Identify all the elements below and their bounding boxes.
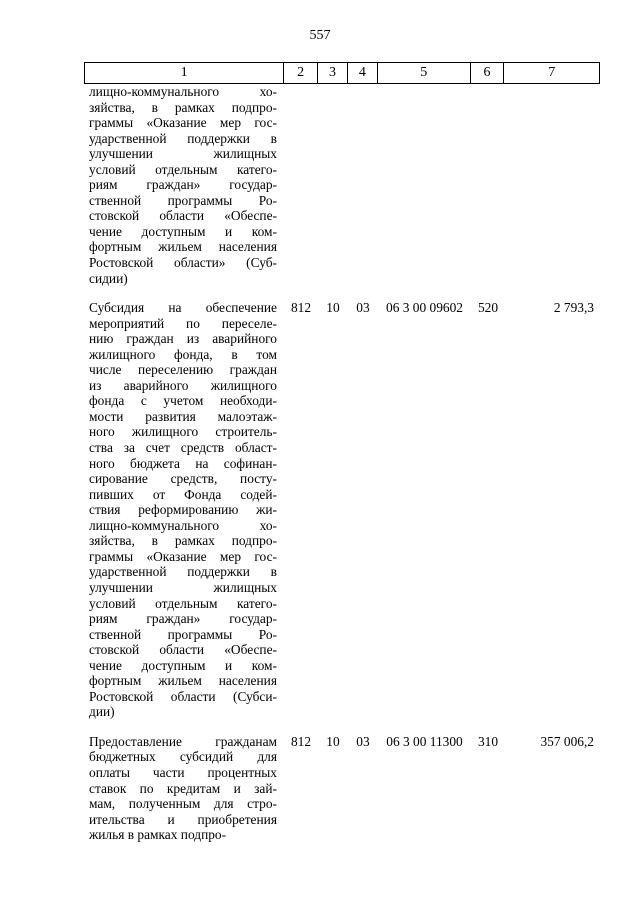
description-line: чение доступным и ком- [89, 223, 277, 239]
description-line: ительства и приобретения [89, 811, 277, 827]
description-line: пивших от Фонда содей- [89, 486, 277, 502]
expense-type-cell: 520 [477, 300, 499, 316]
description-line: жилищного фонда, в том [89, 346, 277, 362]
section-code-cell [318, 84, 348, 286]
description-line: ства за счет средств област- [89, 440, 277, 456]
description-line: риям граждан» государ- [89, 611, 277, 627]
table-row [84, 84, 600, 286]
table-body [84, 84, 600, 857]
description-line: мам, полученным для стро- [89, 796, 277, 812]
description-cell [84, 734, 284, 843]
description-line: Субсидия на обеспечение [89, 300, 277, 316]
description-line: мости развития малоэтаж- [89, 408, 277, 424]
description-line: чение доступным и ком- [89, 657, 277, 673]
ministry-code-cell: 812 [290, 300, 312, 316]
description-line: жилья в рамках подпро- [89, 827, 227, 843]
header-cell-3: 3 [318, 63, 348, 83]
subsection-code-cell: 03 [356, 733, 370, 749]
description-line: улучшении жилищных [89, 146, 277, 162]
description-line: риям граждан» государ- [89, 177, 277, 193]
description-line: лищно-коммунального хо- [89, 517, 277, 533]
description-line: фонда с учетом необходи- [89, 393, 277, 409]
description-line: ствия реформированию жи- [89, 502, 277, 518]
description-line: сидии) [89, 270, 128, 286]
header-cell-5: 5 [378, 63, 471, 83]
description-line: Ростовской области» (Суб- [89, 255, 277, 271]
description-line: числе переселению граждан [89, 362, 277, 378]
description-cell [84, 300, 284, 720]
target-article-cell [378, 84, 471, 286]
description-cell [84, 84, 284, 286]
page-number: 557 [309, 28, 331, 43]
target-article-cell: 06 3 00 11300 [386, 733, 463, 749]
description-line: бюджетных субсидий для [89, 749, 277, 765]
ministry-code-cell [284, 84, 318, 286]
header-cell-6: 6 [471, 63, 505, 83]
description-line: фортным жильем населения [89, 239, 277, 255]
amount-cell: 2 793,3 [553, 300, 594, 316]
expense-type-cell [471, 84, 505, 286]
section-code-cell: 10 [326, 733, 340, 749]
amount-cell [505, 84, 600, 286]
description-line: улучшении жилищных [89, 579, 277, 595]
description-line: ставок по кредитам и зай- [89, 780, 277, 796]
description-line: ударственной поддержки в [89, 130, 277, 146]
target-article-cell: 06 3 00 09602 [386, 300, 463, 316]
description-line: стовской области «Обеспе- [89, 208, 277, 224]
description-line: мероприятий по переселе- [89, 315, 277, 331]
description-line: ственной программы Ро- [89, 626, 277, 642]
description-line: оплаты части процентных [89, 764, 277, 780]
header-cell-2: 2 [284, 63, 318, 83]
ministry-code-cell: 812 [290, 733, 312, 749]
header-cell-4: 4 [348, 63, 378, 83]
description-line: нию граждан из аварийного [89, 331, 277, 347]
table-row [84, 300, 600, 720]
description-line: ственной программы Ро- [89, 192, 277, 208]
header-cell-7: 7 [548, 65, 556, 80]
section-code-cell: 10 [326, 300, 340, 316]
description-line: Предоставление гражданам [89, 733, 277, 749]
description-line: из аварийного жилищного [89, 377, 277, 393]
description-line: фортным жильем населения [89, 673, 277, 689]
amount-cell: 357 006,2 [540, 733, 594, 749]
description-line: граммы «Оказание мер гос- [89, 548, 277, 564]
description-line: зяйства, в рамках подпро- [89, 533, 277, 549]
table-header [84, 62, 600, 84]
description-line: Ростовской области (Субси- [89, 688, 277, 704]
description-line: граммы «Оказание мер гос- [89, 115, 277, 131]
description-line: ного бюджета на софинан- [89, 455, 277, 471]
description-line: лищно-коммунального хо- [89, 84, 277, 99]
description-line: ударственной поддержки в [89, 564, 277, 580]
subsection-code-cell [348, 84, 378, 286]
description-line: зяйства, в рамках подпро- [89, 99, 277, 115]
description-line: сирование средств, посту- [89, 471, 277, 487]
description-line: дии) [89, 704, 115, 720]
description-line: стовской области «Обеспе- [89, 642, 277, 658]
table-row [84, 734, 600, 843]
description-line: условий отдельным катего- [89, 595, 277, 611]
description-line: ного жилищного строитель- [89, 424, 277, 440]
header-cell-1: 1 [85, 63, 284, 83]
description-line: условий отдельным катего- [89, 161, 277, 177]
expense-type-cell: 310 [477, 733, 499, 749]
subsection-code-cell: 03 [356, 300, 370, 316]
